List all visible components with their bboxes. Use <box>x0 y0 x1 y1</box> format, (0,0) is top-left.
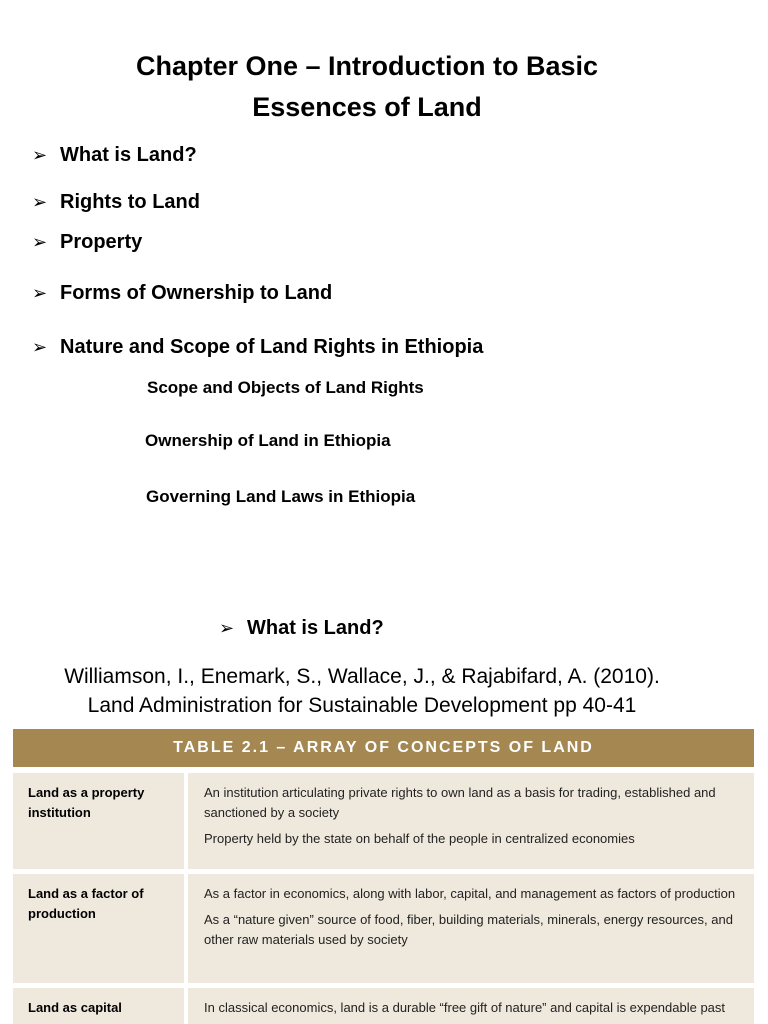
bullet-text: Rights to Land <box>60 191 200 213</box>
table-row-description <box>188 773 754 869</box>
table-row-description <box>188 988 754 1024</box>
citation <box>0 662 724 720</box>
bullet-item <box>32 190 200 214</box>
bullet-text: Forms of Ownership to Land <box>60 282 333 304</box>
sub-bullet-item: Ownership of Land in Ethiopia <box>145 431 391 450</box>
bullet-text: Nature and Scope of Land Rights in Ethiopia <box>60 336 484 358</box>
arrow-bullet-icon: ➢ <box>32 337 48 357</box>
table-row-description <box>188 874 754 983</box>
bullet-text: What is Land? <box>60 144 197 166</box>
description-paragraph: An institution articulating private rights to own land as a basis for trading, established and sanctioned by a society <box>204 785 716 820</box>
table-row <box>13 988 754 1024</box>
arrow-bullet-icon: ➢ <box>32 283 48 303</box>
page-title <box>0 46 734 128</box>
table-row-label: Land as a factor of production <box>13 874 184 983</box>
title-line-2: Essences of Land <box>252 92 482 122</box>
description-paragraph: As a factor in economics, along with labor, capital, and management as factors of production <box>204 886 736 901</box>
citation-line-2: Land Administration for Sustainable Development pp 40-41 <box>87 694 637 717</box>
table-header: TABLE 2.1 – ARRAY OF CONCEPTS OF LAND <box>13 729 754 767</box>
table-row <box>13 874 754 983</box>
table-row <box>13 773 754 869</box>
section-heading-text: What is Land? <box>247 617 384 639</box>
citation-line-1: Williamson, I., Enemark, S., Wallace, J., & Rajabifard, A. (2010). <box>64 665 660 688</box>
sub-bullet-item: Governing Land Laws in Ethiopia <box>146 487 416 506</box>
bullet-item <box>32 335 483 359</box>
sub-bullet-item: Scope and Objects of Land Rights <box>147 378 424 397</box>
bullet-text: Property <box>60 231 143 253</box>
concepts-table <box>13 729 754 1024</box>
arrow-bullet-icon: ➢ <box>32 145 48 165</box>
description-paragraph: Property held by the state on behalf of the people in centralized economies <box>204 831 635 846</box>
table-row-label: Land as capital <box>13 988 184 1024</box>
table-row-label: Land as a property institution <box>13 773 184 869</box>
arrow-bullet-icon: ➢ <box>219 618 235 638</box>
section-heading <box>219 616 384 640</box>
bullet-item <box>32 230 142 254</box>
arrow-bullet-icon: ➢ <box>32 192 48 212</box>
bullet-item <box>32 143 197 167</box>
bullet-item <box>32 281 332 305</box>
description-paragraph: In classical economics, land is a durable “free gift of nature” and capital is expendable past <box>204 1000 726 1015</box>
title-line-1: Chapter One – Introduction to Basic <box>135 51 599 81</box>
arrow-bullet-icon: ➢ <box>32 232 48 252</box>
description-paragraph: As a “nature given” source of food, fiber, building materials, minerals, energy resources, and other raw materials used by society <box>204 912 733 947</box>
